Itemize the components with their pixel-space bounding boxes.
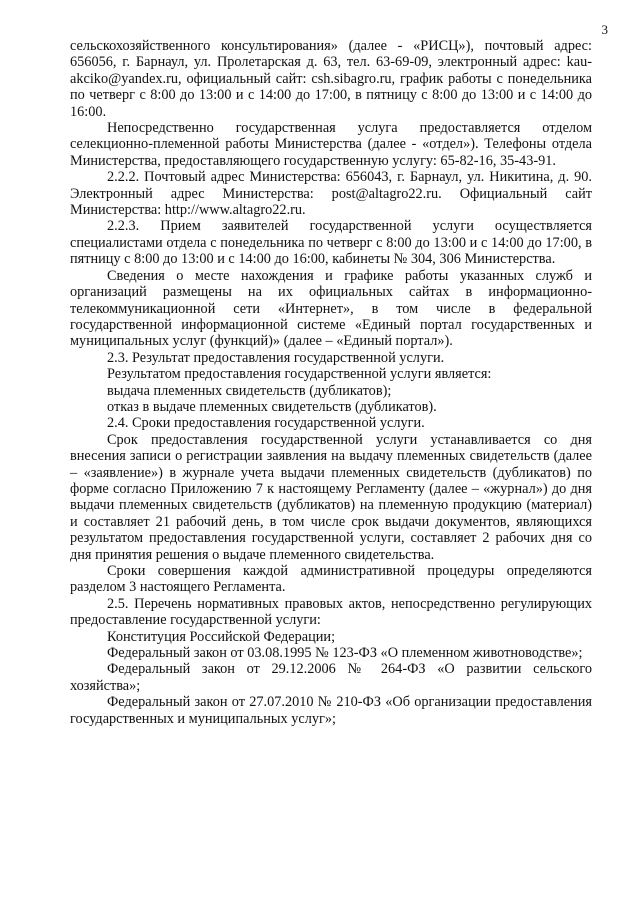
document-body	[70, 38, 592, 727]
list-item-law-123: Федеральный закон от 03.08.1995 № 123-ФЗ «О племенном животноводстве»;	[107, 645, 583, 662]
heading-2-4: 2.4. Сроки предоставления государственной услуги.	[107, 415, 425, 432]
list-item-issue: выдача племенных свидетельств (дубликатов);	[107, 382, 392, 399]
paragraph-result-intro: Результатом предоставления государственной услуги является:	[107, 366, 492, 383]
paragraph-department: Непосредственно государственная услуга предоставляется отделом селекционно-племенной работы Министерства (далее - «отдел»). Телефоны отдела Министерства, предоставляющего государственную услугу: 65-82-16, 35-43-91.	[70, 120, 592, 169]
list-item-law-210: Федеральный закон от 27.07.2010 № 210-ФЗ «Об организации предоставления государственных и муниципальных услуг»;	[70, 694, 592, 727]
list-item-constitution: Конституция Российской Федерации;	[107, 628, 336, 645]
heading-2-3: 2.3. Результат предоставления государственной услуги.	[107, 349, 445, 366]
paragraph-risc-contacts: сельскохозяйственного консультирования» (далее - «РИСЦ»), почтовый адрес: 656056, г. Барнаул, ул. Пролетарская д. 63, тел. 63-69-09, электронный адрес: kau-akciko@yandex.ru, официальный сайт: csh.sibagro.ru, график работы с понедельника по четверг с 8:00 до 13:00 и с 14:00 до 17:00, в пятницу с 8:00 до 13:00 и с 14:00 до 16:00.	[70, 38, 592, 120]
heading-2-5: 2.5. Перечень нормативных правовых актов, непосредственно регулирующих предоставление государственной услуги:	[70, 595, 592, 629]
paragraph-procedure-terms: Сроки совершения каждой административной процедуры определяются разделом 3 настоящего Регламента.	[70, 563, 592, 596]
paragraph-term: Срок предоставления государственной услуги устанавливается со дня внесения записи о регистрации заявления на выдачу племенных свидетельств (далее – «заявление») в журнале учета выдачи племенных свидетельств (дубликатов) по форме согласно Приложению 7 к настоящему Регламенту (далее – «журнал») до дня выдачи племенных свидетельств (дубликатов) на племенную продукцию (материал) и составляет 21 рабочий день, в том числе срок выдачи документов, являющихся результатом предоставления государственной услуги, составляет 2 рабочих дня со дня принятия решения о выдаче племенного свидетельства.	[70, 431, 592, 563]
list-item-refusal: отказ в выдаче племенных свидетельств (дубликатов).	[107, 398, 437, 415]
list-item-law-264: Федеральный закон от 29.12.2006 № 264-ФЗ «О развитии сельского хозяйства»;	[70, 661, 592, 694]
paragraph-location-info: Сведения о месте нахождения и графике работы указанных служб и организаций размещены на их официальных сайтах в информационно-телекоммуникационной сети «Интернет», в том числе в федеральной государственной информационной системе «Единый портал государственных и муниципальных услуг (функций)» (далее – «Единый портал»).	[70, 267, 592, 350]
page-number: 3	[601, 22, 608, 37]
paragraph-2-2-3: 2.2.3. Прием заявителей государственной услуги осуществляется специалистами отдела с понедельника по четверг с 8:00 до 13:00 и с 14:00 до 17:00, в пятницу с 8:00 до 13:00 и с 14:00 до 16:00, кабинеты № 304, 306 Министерства.	[70, 218, 592, 268]
paragraph-2-2-2: 2.2.2. Почтовый адрес Министерства: 656043, г. Барнаул, ул. Никитина, д. 90. Электронный адрес Министерства: post@altagro22.ru. Официальный сайт Министерства: http://www.altagro22.ru.	[70, 169, 592, 219]
